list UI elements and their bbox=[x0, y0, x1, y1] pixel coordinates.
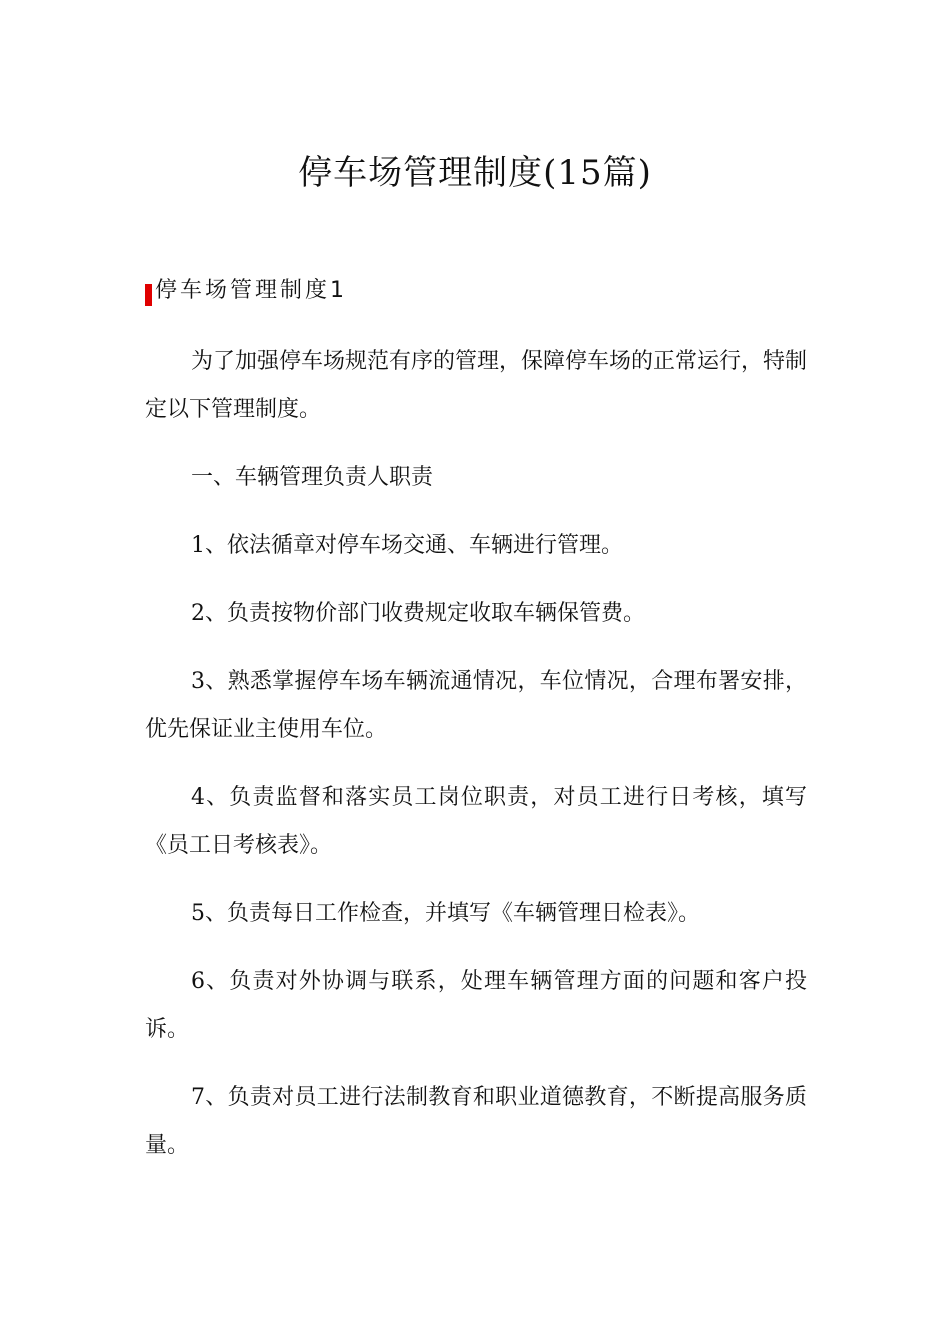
section-heading bbox=[145, 276, 347, 306]
paragraph-intro: 为了加强停车场规范有序的管理，保障停车场的正常运行，特制定以下管理制度。 bbox=[145, 349, 808, 422]
paragraph-subheading: 一、车辆管理负责人职责 bbox=[191, 465, 434, 490]
document-body bbox=[145, 338, 807, 1190]
section-heading-text: 停车场管理制度1 bbox=[155, 278, 347, 303]
paragraph-item-3: 3、熟悉掌握停车场车辆流通情况，车位情况，合理布署安排，优先保证业主使用车位。 bbox=[145, 669, 807, 742]
document-title: 停车场管理制度(15篇) bbox=[298, 153, 652, 193]
paragraph-item-4: 4、负责监督和落实员工岗位职责，对员工进行日考核，填写《员工日考核表》。 bbox=[145, 785, 807, 858]
paragraph-item-5: 5、负责每日工作检查，并填写《车辆管理日检表》。 bbox=[191, 901, 700, 926]
paragraph-item-1: 1、依法循章对停车场交通、车辆进行管理。 bbox=[191, 533, 623, 558]
paragraph-item-2: 2、负责按物价部门收费规定收取车辆保管费。 bbox=[191, 601, 645, 626]
paragraph-item-7: 7、负责对员工进行法制教育和职业道德教育，不断提高服务质量。 bbox=[145, 1085, 807, 1158]
paragraph-item-6: 6、负责对外协调与联系，处理车辆管理方面的问题和客户投诉。 bbox=[145, 969, 807, 1042]
